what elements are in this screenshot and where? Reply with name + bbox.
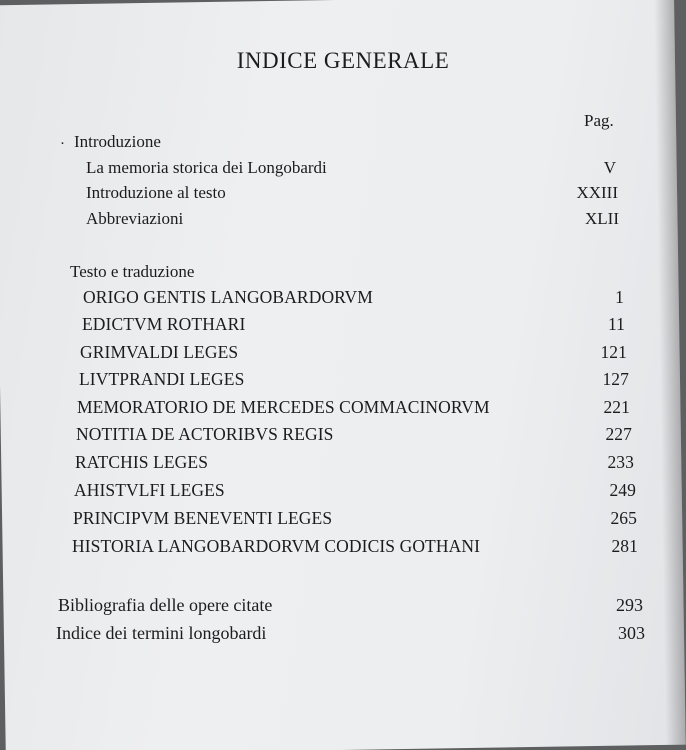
toc-entry <box>79 369 629 391</box>
toc-entry-page: 121 <box>600 342 627 362</box>
toc-entry <box>74 480 636 502</box>
toc-entry-label: Introduzione al testo <box>86 183 226 202</box>
toc-entry <box>58 595 643 619</box>
toc-entry <box>72 536 638 558</box>
toc-entry-page: 1 <box>615 287 624 307</box>
toc-entry <box>82 314 625 336</box>
toc-entry-page: 11 <box>607 314 625 334</box>
toc-entry <box>86 158 616 180</box>
page-title: INDICE GENERALE <box>236 48 450 73</box>
toc-entry-label: PRINCIPVM BENEVENTI LEGES <box>73 508 333 528</box>
toc-entry-label: ORIGO GENTIS LANGOBARDORVM <box>83 287 373 307</box>
toc-entry <box>73 508 637 530</box>
toc-entry-page: 293 <box>616 595 643 615</box>
toc-entry <box>86 183 618 205</box>
toc-entry-label: Abbreviazioni <box>86 209 184 228</box>
toc-entry-page: V <box>603 158 616 177</box>
toc-entry-page: 233 <box>607 452 634 472</box>
toc-entry-label: LIVTPRANDI LEGES <box>79 369 245 389</box>
page-column-label: Pag. <box>584 111 614 130</box>
section-heading-introduzione: Introduzione <box>74 132 161 151</box>
section-heading-testo: Testo e traduzione <box>70 262 195 281</box>
toc-entry-label: Indice dei termini longobardi <box>56 623 267 643</box>
toc-entry-page: 249 <box>609 480 636 500</box>
toc-entry-page: 265 <box>610 508 637 528</box>
toc-entry-label: RATCHIS LEGES <box>75 452 209 472</box>
toc-entry-page: 221 <box>603 397 630 417</box>
toc-entry-label: EDICTVM ROTHARI <box>82 314 246 334</box>
page-edge-shadow <box>654 0 686 745</box>
toc-entry <box>75 452 634 474</box>
toc-entry-page: 227 <box>605 424 632 444</box>
toc-entry-label: La memoria storica dei Longobardi <box>86 158 327 177</box>
toc-entry <box>56 623 645 647</box>
bullet-mark: · <box>60 136 65 152</box>
toc-entry <box>83 287 624 309</box>
toc-entry <box>77 397 630 419</box>
toc-entry <box>80 342 627 364</box>
toc-entry-page: XLII <box>585 209 619 228</box>
toc-entry-label: GRIMVALDI LEGES <box>80 342 239 362</box>
toc-entry-label: HISTORIA LANGOBARDORVM CODICIS GOTHANI <box>72 536 480 556</box>
toc-entry-page: 281 <box>611 536 638 556</box>
toc-entry-page: XXIII <box>576 183 618 202</box>
toc-entry-label: AHISTVLFI LEGES <box>74 480 225 500</box>
toc-entry-page: 127 <box>602 369 629 389</box>
toc-entry-label: Bibliografia delle opere citate <box>58 595 273 615</box>
toc-entry-label: MEMORATORIO DE MERCEDES COMMACINORVM <box>77 397 490 417</box>
toc-entry-page: 303 <box>618 623 645 643</box>
toc-entry <box>86 209 619 231</box>
toc-entry <box>76 424 632 446</box>
toc-entry-label: NOTITIA DE ACTORIBVS REGIS <box>76 424 334 444</box>
